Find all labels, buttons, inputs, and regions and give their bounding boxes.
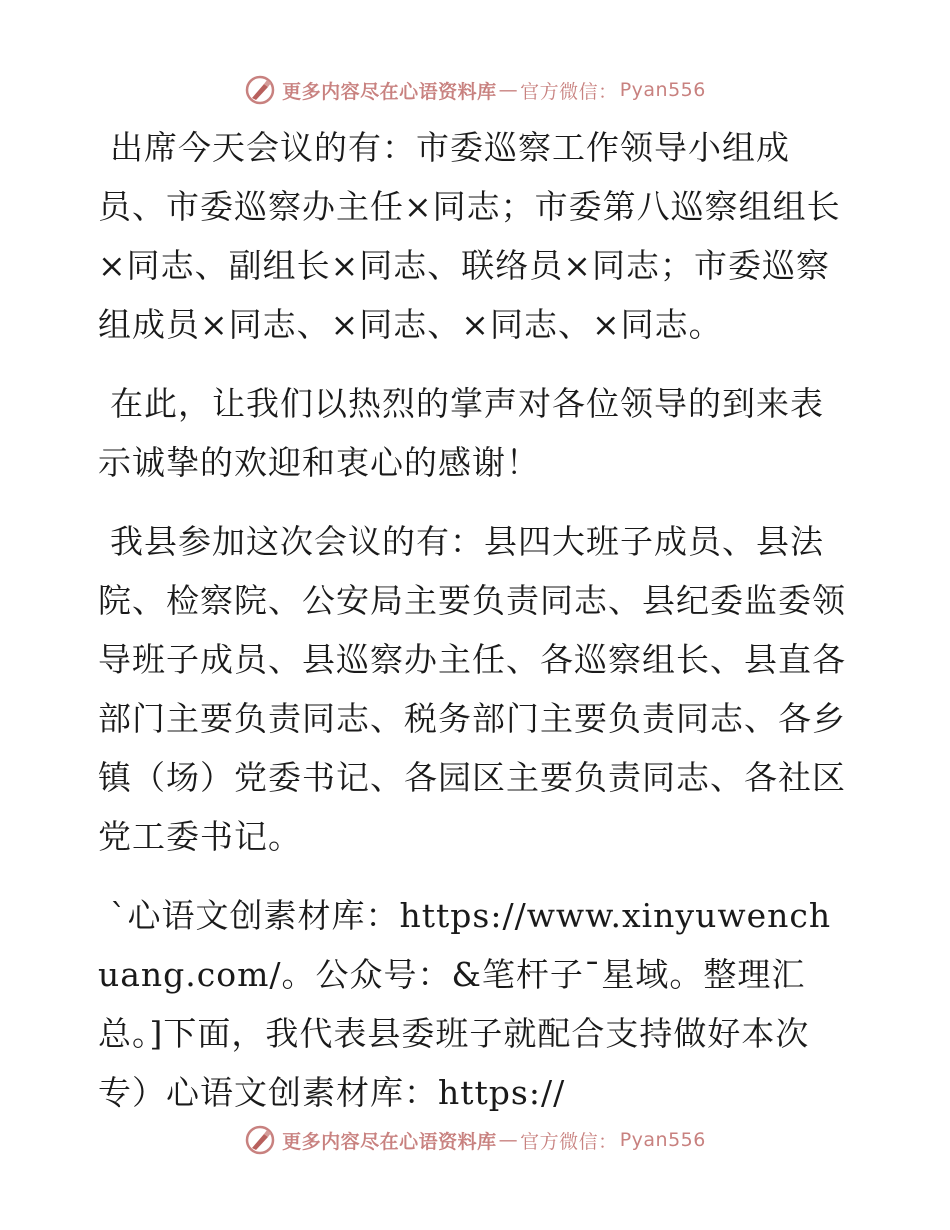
watermark-dash: — <box>498 1129 519 1151</box>
watermark-label: 官方微信： <box>520 80 618 103</box>
footer-watermark <box>0 1120 950 1160</box>
pen-logo-icon <box>244 1124 276 1156</box>
watermark-wechat-id: Pyan556 <box>619 79 706 101</box>
header-watermark <box>0 70 950 110</box>
watermark-brand: 更多内容尽在心语资料库 <box>282 80 497 103</box>
watermark-wechat-id: Pyan556 <box>619 1129 706 1151</box>
paragraph-attendees-city: 出席今天会议的有：市委巡察工作领导小组成员、市委巡察办主任×同志；市委第八巡察组组长×同志、副组长×同志、联络员×同志；市委巡察组成员×同志、×同志、×同志、×同志。 <box>98 128 841 344</box>
paragraph-source-note: `心语文创素材库：https://www.xinyuwenchuang.com/。公众号：&笔杆子¯星域。整理汇总。]下面，我代表县委班子就配合支持做好本次专）心语文创素材库：https:// <box>98 896 832 1112</box>
document-body <box>98 118 850 1142</box>
watermark-dash: — <box>498 79 519 101</box>
watermark-brand: 更多内容尽在心语资料库 <box>282 1130 497 1153</box>
watermark-label: 官方微信： <box>520 1130 618 1153</box>
pen-logo-icon <box>244 74 276 106</box>
paragraph-attendees-county: 我县参加这次会议的有：县四大班子成员、县法院、检察院、公安局主要负责同志、县纪委监委领导班子成员、县巡察办主任、各巡察组长、县直各部门主要负责同志、税务部门主要负责同志、各乡镇（场）党委书记、各园区主要负责同志、各社区党工委书记。 <box>98 522 846 856</box>
paragraph-welcome: 在此，让我们以热烈的掌声对各位领导的到来表示诚挚的欢迎和衷心的感谢！ <box>98 384 824 482</box>
